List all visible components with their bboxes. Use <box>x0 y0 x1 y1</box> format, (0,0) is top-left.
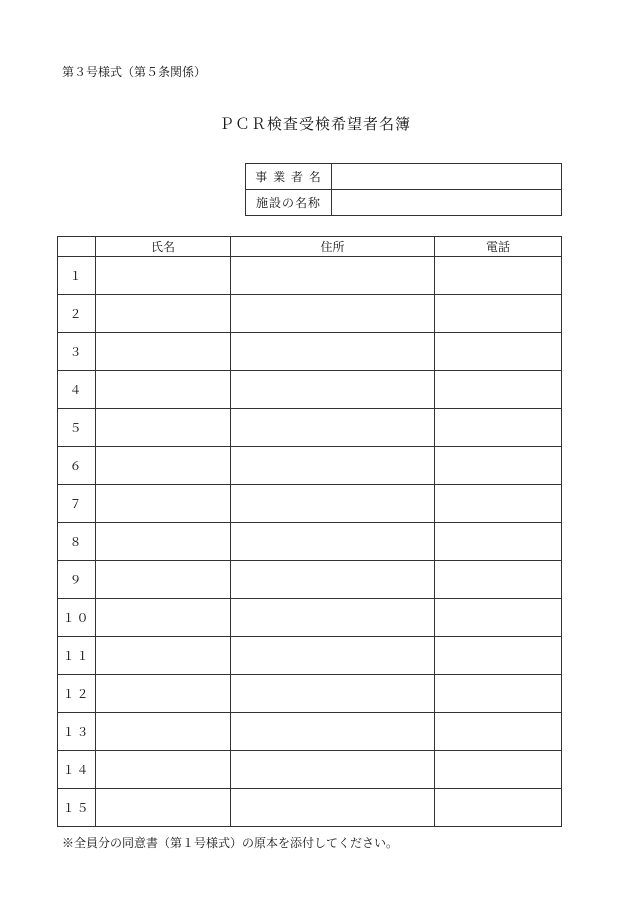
row-number: ３ <box>58 333 96 371</box>
row-number: １１ <box>58 637 96 675</box>
phone-cell[interactable] <box>435 333 562 371</box>
attachment-note: ※全員分の同意書（第１号様式）の原本を添付してください。 <box>62 836 399 850</box>
row-number: ５ <box>58 409 96 447</box>
phone-cell[interactable] <box>435 485 562 523</box>
phone-cell[interactable] <box>435 561 562 599</box>
name-cell[interactable] <box>96 371 231 409</box>
facility-name-row <box>246 190 562 216</box>
row-number: １ <box>58 257 96 295</box>
row-number: ６ <box>58 447 96 485</box>
table-row <box>58 561 562 599</box>
table-row <box>58 751 562 789</box>
address-cell[interactable] <box>231 371 435 409</box>
row-number: ９ <box>58 561 96 599</box>
facility-name-field[interactable] <box>332 190 562 216</box>
name-cell[interactable] <box>96 523 231 561</box>
row-number: ２ <box>58 295 96 333</box>
phone-cell[interactable] <box>435 713 562 751</box>
table-row <box>58 713 562 751</box>
phone-cell[interactable] <box>435 447 562 485</box>
page-title: ＰＣＲ検査受検希望者名簿 <box>218 115 411 133</box>
name-cell[interactable] <box>96 561 231 599</box>
table-row <box>58 295 562 333</box>
column-header-name: 氏名 <box>96 237 231 257</box>
name-cell[interactable] <box>96 257 231 295</box>
table-row <box>58 333 562 371</box>
phone-cell[interactable] <box>435 295 562 333</box>
name-cell[interactable] <box>96 485 231 523</box>
roster-header-row <box>58 237 562 257</box>
row-number: １２ <box>58 675 96 713</box>
phone-cell[interactable] <box>435 409 562 447</box>
name-cell[interactable] <box>96 409 231 447</box>
business-name-label: 事 業 者 名 <box>246 164 332 190</box>
address-cell[interactable] <box>231 675 435 713</box>
table-row <box>58 371 562 409</box>
table-row <box>58 409 562 447</box>
address-cell[interactable] <box>231 257 435 295</box>
phone-cell[interactable] <box>435 751 562 789</box>
address-cell[interactable] <box>231 561 435 599</box>
table-row <box>58 789 562 827</box>
table-row <box>58 637 562 675</box>
address-cell[interactable] <box>231 751 435 789</box>
name-cell[interactable] <box>96 333 231 371</box>
row-number: １３ <box>58 713 96 751</box>
phone-cell[interactable] <box>435 637 562 675</box>
name-cell[interactable] <box>96 447 231 485</box>
facility-name-label: 施設の名称 <box>246 190 332 216</box>
phone-cell[interactable] <box>435 789 562 827</box>
row-number: １０ <box>58 599 96 637</box>
address-cell[interactable] <box>231 789 435 827</box>
row-number: １５ <box>58 789 96 827</box>
phone-cell[interactable] <box>435 675 562 713</box>
address-cell[interactable] <box>231 409 435 447</box>
business-info-table <box>245 163 562 216</box>
applicant-roster-table <box>57 236 562 827</box>
phone-cell[interactable] <box>435 599 562 637</box>
address-cell[interactable] <box>231 523 435 561</box>
address-cell[interactable] <box>231 637 435 675</box>
address-cell[interactable] <box>231 599 435 637</box>
address-cell[interactable] <box>231 447 435 485</box>
table-row <box>58 485 562 523</box>
address-cell[interactable] <box>231 333 435 371</box>
row-number: ４ <box>58 371 96 409</box>
name-cell[interactable] <box>96 751 231 789</box>
table-row <box>58 447 562 485</box>
name-cell[interactable] <box>96 295 231 333</box>
table-row <box>58 675 562 713</box>
phone-cell[interactable] <box>435 257 562 295</box>
table-row <box>58 523 562 561</box>
address-cell[interactable] <box>231 485 435 523</box>
column-header-number <box>58 237 96 257</box>
row-number: ７ <box>58 485 96 523</box>
name-cell[interactable] <box>96 713 231 751</box>
row-number: ８ <box>58 523 96 561</box>
business-name-field[interactable] <box>332 164 562 190</box>
name-cell[interactable] <box>96 599 231 637</box>
address-cell[interactable] <box>231 295 435 333</box>
phone-cell[interactable] <box>435 371 562 409</box>
business-name-row <box>246 164 562 190</box>
row-number: １４ <box>58 751 96 789</box>
phone-cell[interactable] <box>435 523 562 561</box>
column-header-address: 住所 <box>231 237 435 257</box>
table-row <box>58 599 562 637</box>
form-number-label: 第３号様式（第５条関係） <box>62 65 207 79</box>
column-header-phone: 電話 <box>435 237 562 257</box>
address-cell[interactable] <box>231 713 435 751</box>
name-cell[interactable] <box>96 675 231 713</box>
name-cell[interactable] <box>96 637 231 675</box>
table-row <box>58 257 562 295</box>
name-cell[interactable] <box>96 789 231 827</box>
